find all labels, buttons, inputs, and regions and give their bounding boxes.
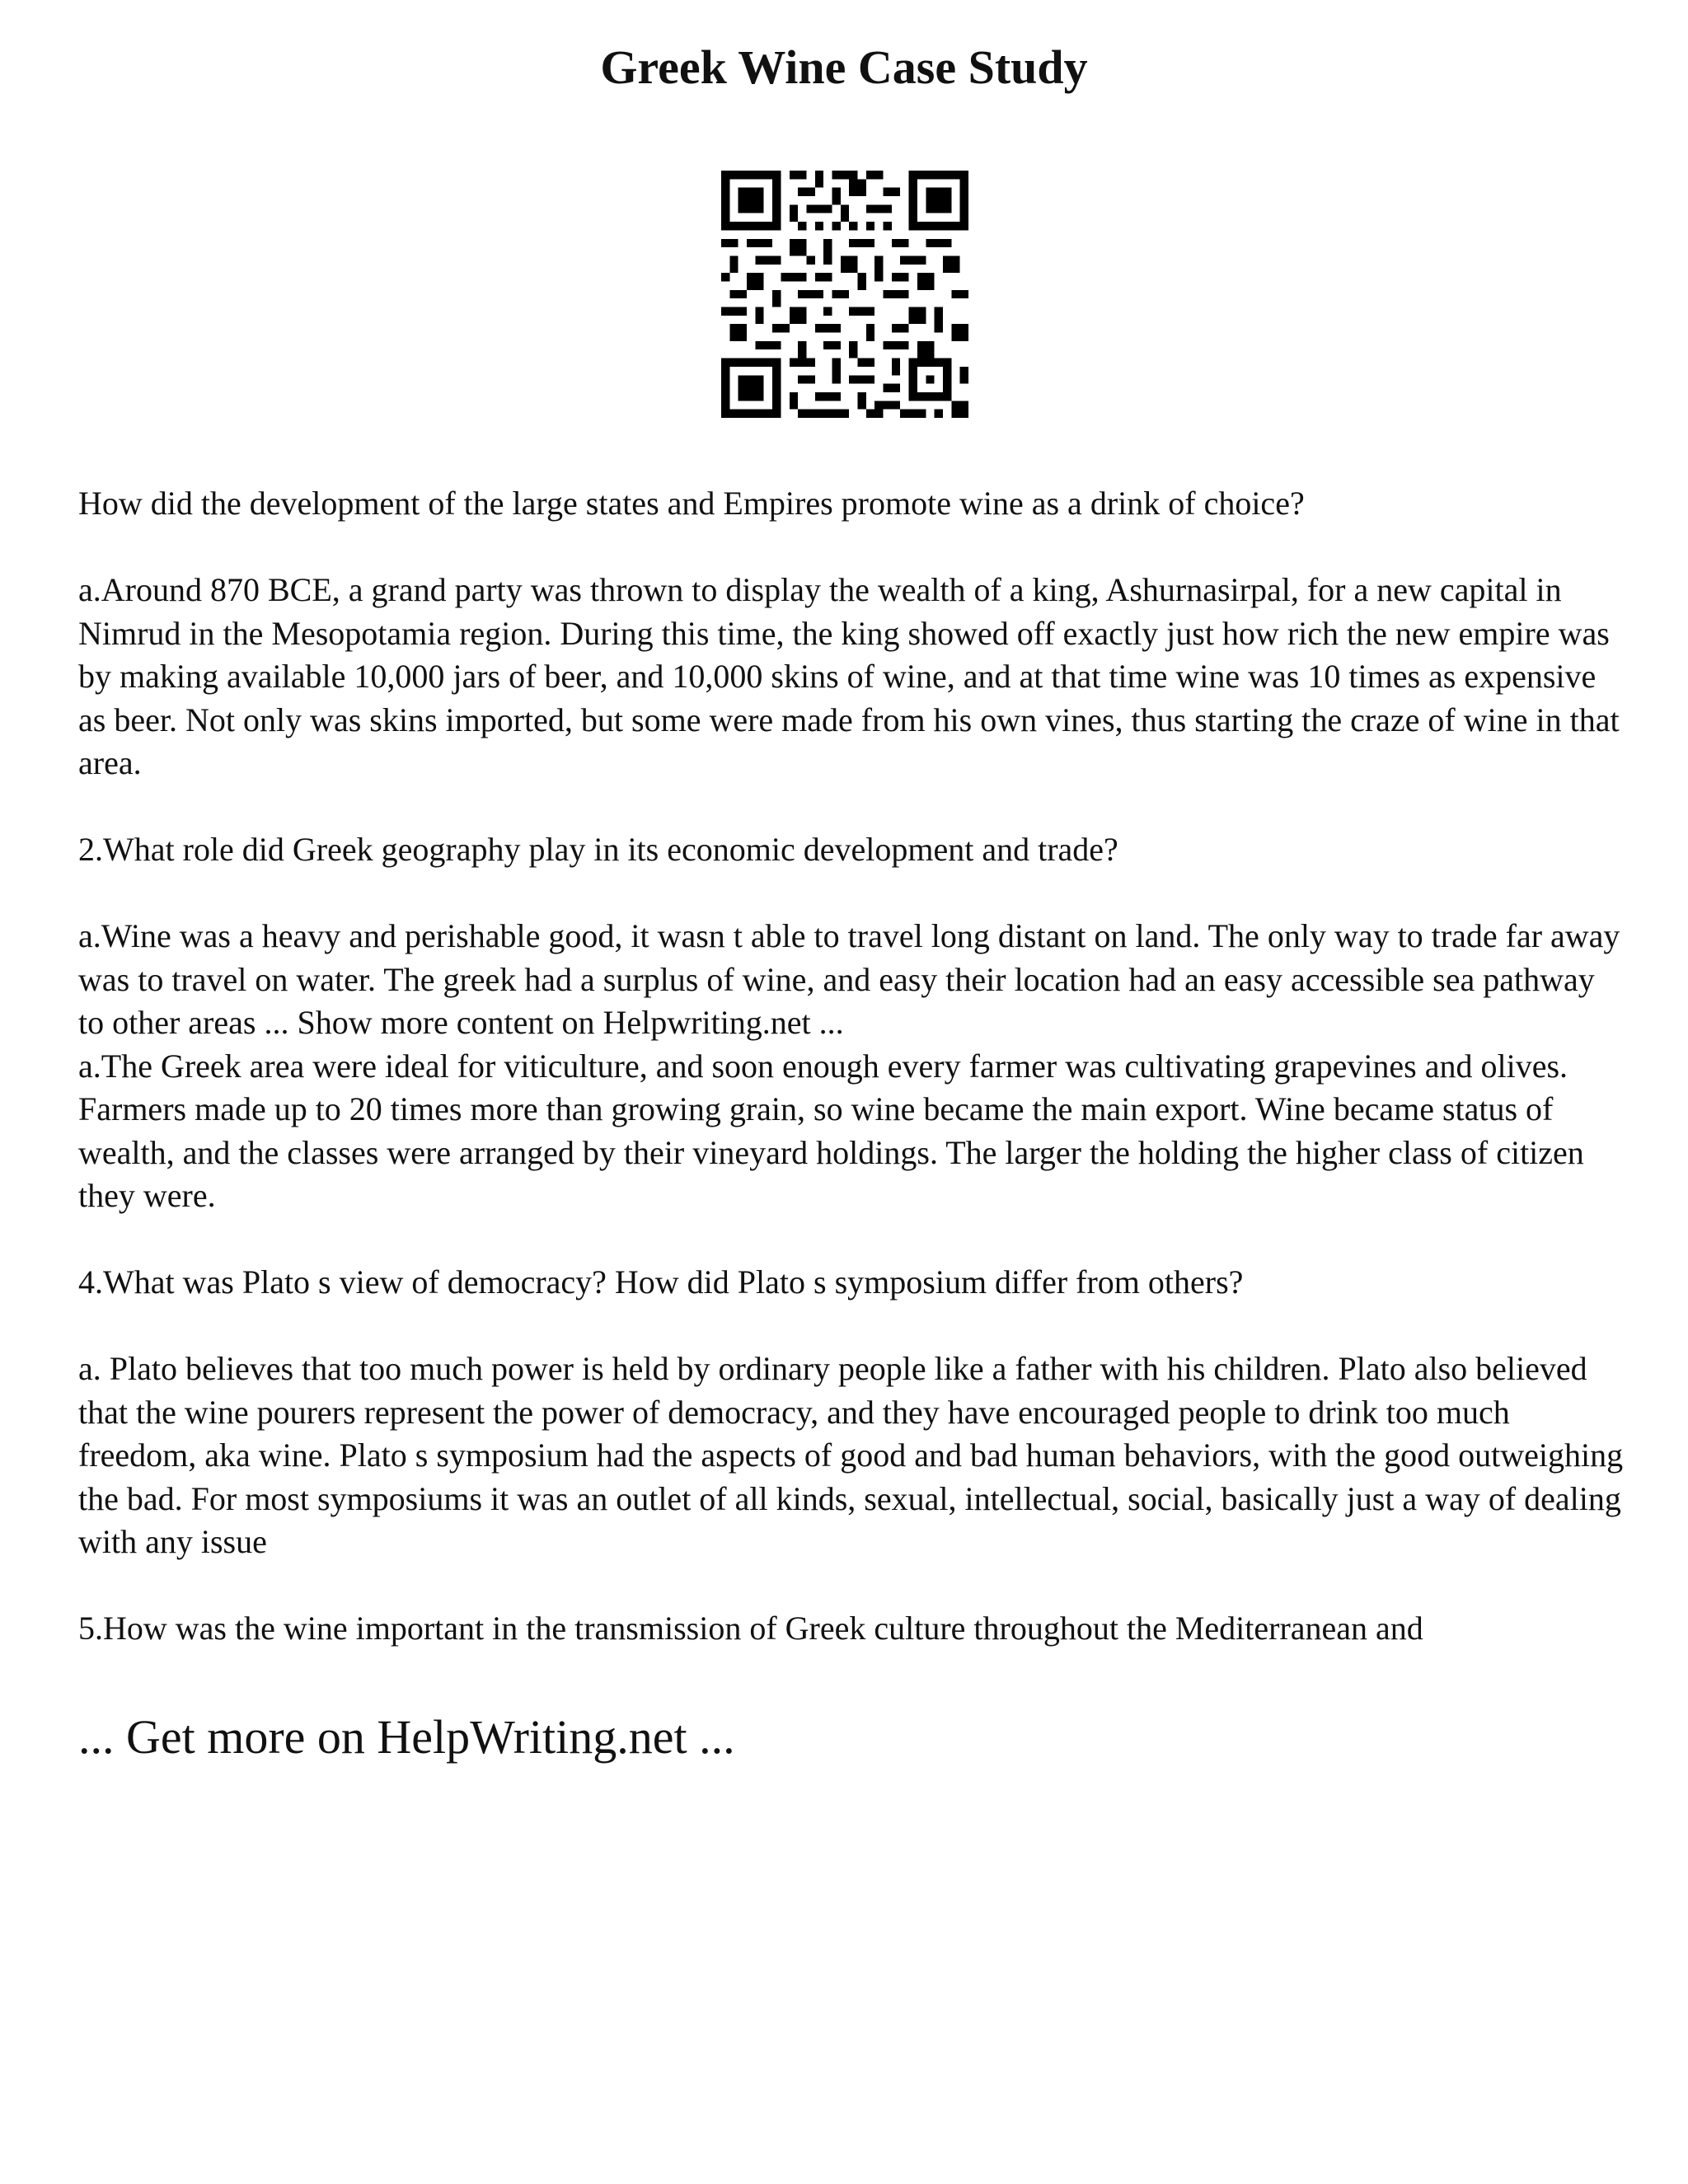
question-2: 2.What role did Greek geography play in its economic development and trade? xyxy=(78,831,1118,868)
answer-1: a.Around 870 BCE, a grand party was thrown to display the wealth of a king, Ashurnasirpal, for a new capital in Nimrud in the Mesopotamia region. During this time, the king showed off exactly just how rich the new empire was by making available 10,000 jars of beer, and 10,000 skins of wine, and at that time wine was 10 times as expensive as beer. Not only was skins imported, but some were made from his own vines, thus starting the craze of wine in that area. xyxy=(78,571,1620,781)
answer-2: a.Wine was a heavy and perishable good, it wasn t able to travel long distant on land. The only way to trade far away was to travel on water. The greek had a surplus of wine, and easy their location had an easy accessible sea pathway to other areas ... Show more content on Helpwriting.net ... xyxy=(78,917,1620,1041)
answer-4: a. Plato believes that too much power is held by ordinary people like a father with his children. Plato also believed that the wine pourers represent the power of democracy, and they have encouraged people to drink too much freedom, aka wine. Plato s symposium had the aspects of good and bad human behaviors, with the good outweighing the bad. For most symposiums it was an outlet of all kinds, sexual, intellectual, social, basically just a way of dealing with any issue xyxy=(78,1350,1624,1560)
question-5: 5.How was the wine important in the transmission of Greek culture throughout the Mediterranean and xyxy=(78,1610,1423,1647)
document-title: Greek Wine Case Study xyxy=(600,40,1088,94)
question-4: 4.What was Plato s view of democracy? How did Plato s symposium differ from others? xyxy=(78,1263,1244,1301)
question-1: How did the development of the large states and Empires promote wine as a drink of choice? xyxy=(78,485,1305,522)
get-more-link[interactable]: ... Get more on HelpWriting.net ... xyxy=(78,1710,735,1764)
answer-3: a.The Greek area were ideal for viticulture, and soon enough every farmer was cultivating grapevines and olives. Farmers made up to 20 times more than growing grain, so wine became the main export. Wine became status of wealth, and the classes were arranged by their vineyard holdings. The larger the holding the higher class of citizen they were. xyxy=(78,1047,1584,1214)
qr-code-icon xyxy=(721,171,968,418)
document-body xyxy=(78,482,1628,1651)
